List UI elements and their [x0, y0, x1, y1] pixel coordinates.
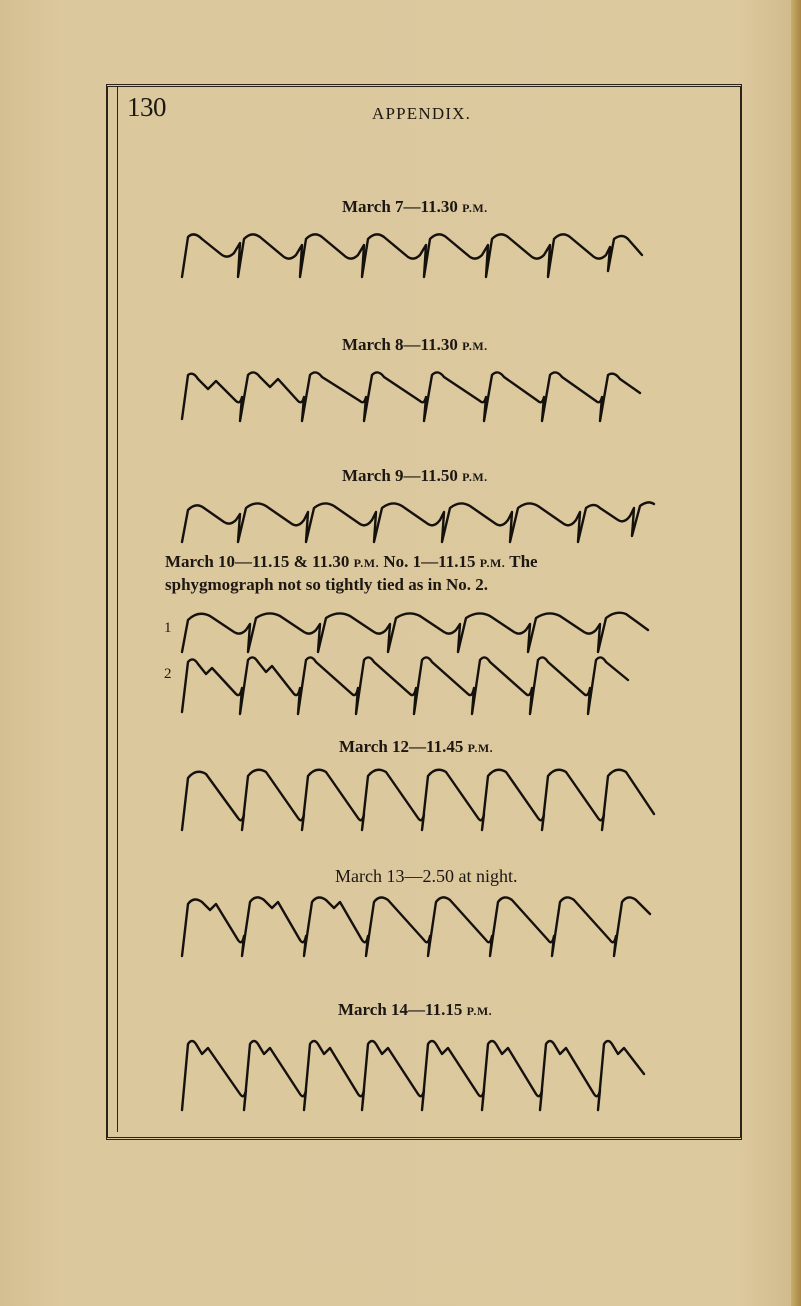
caption-march-7	[342, 197, 488, 217]
caption-date: March 13—2.50 at night.	[335, 866, 518, 886]
caption-time-suffix: P.M.	[462, 339, 488, 353]
caption-march-8	[342, 335, 488, 355]
caption-date: March 12—11.45	[339, 737, 468, 756]
note-record-no: No. 1—11.15	[379, 552, 480, 571]
trace-label-1: 1	[164, 620, 172, 636]
pulse-trace-march-9	[180, 496, 660, 546]
caption-date: March 9—11.50	[342, 466, 463, 485]
trace-label-2: 2	[164, 666, 172, 682]
caption-march-14	[338, 1000, 492, 1020]
pulse-trace-march-13	[180, 890, 660, 960]
caption-time-suffix: P.M.	[462, 470, 488, 484]
pulse-trace-march-8	[180, 363, 660, 423]
note-line-2: sphygmograph not so tightly tied as in No. 2.	[165, 575, 489, 594]
note-line-1	[165, 551, 725, 574]
page-edge	[791, 0, 801, 1306]
note-date: March 10—11.15 & 11.30	[165, 552, 354, 571]
caption-date: March 8—11.30	[342, 335, 463, 354]
caption-time-suffix: P.M.	[462, 201, 488, 215]
caption-time-suffix: P.M.	[466, 1004, 493, 1018]
caption-time-suffix: P.M.	[467, 741, 494, 755]
march-10-note	[165, 551, 725, 595]
pulse-trace-march-14	[180, 1034, 660, 1114]
note-time-suffix: P.M.	[353, 556, 380, 570]
page-number: 130	[127, 92, 166, 122]
pulse-trace-march-12	[180, 764, 660, 834]
caption-march-9	[342, 466, 488, 486]
running-head: APPENDIX.	[372, 104, 472, 123]
note-continuation: The	[505, 552, 538, 571]
caption-date: March 14—11.15	[338, 1000, 467, 1019]
caption-date: March 7—11.30	[342, 197, 463, 216]
pulse-trace-march-7	[180, 225, 660, 280]
caption-march-13	[335, 866, 517, 887]
caption-march-12	[339, 737, 493, 757]
pulse-trace-march-10-no-2	[180, 650, 660, 716]
pulse-trace-march-10-no-1	[180, 606, 660, 656]
note-time-suffix-2: P.M.	[479, 556, 506, 570]
